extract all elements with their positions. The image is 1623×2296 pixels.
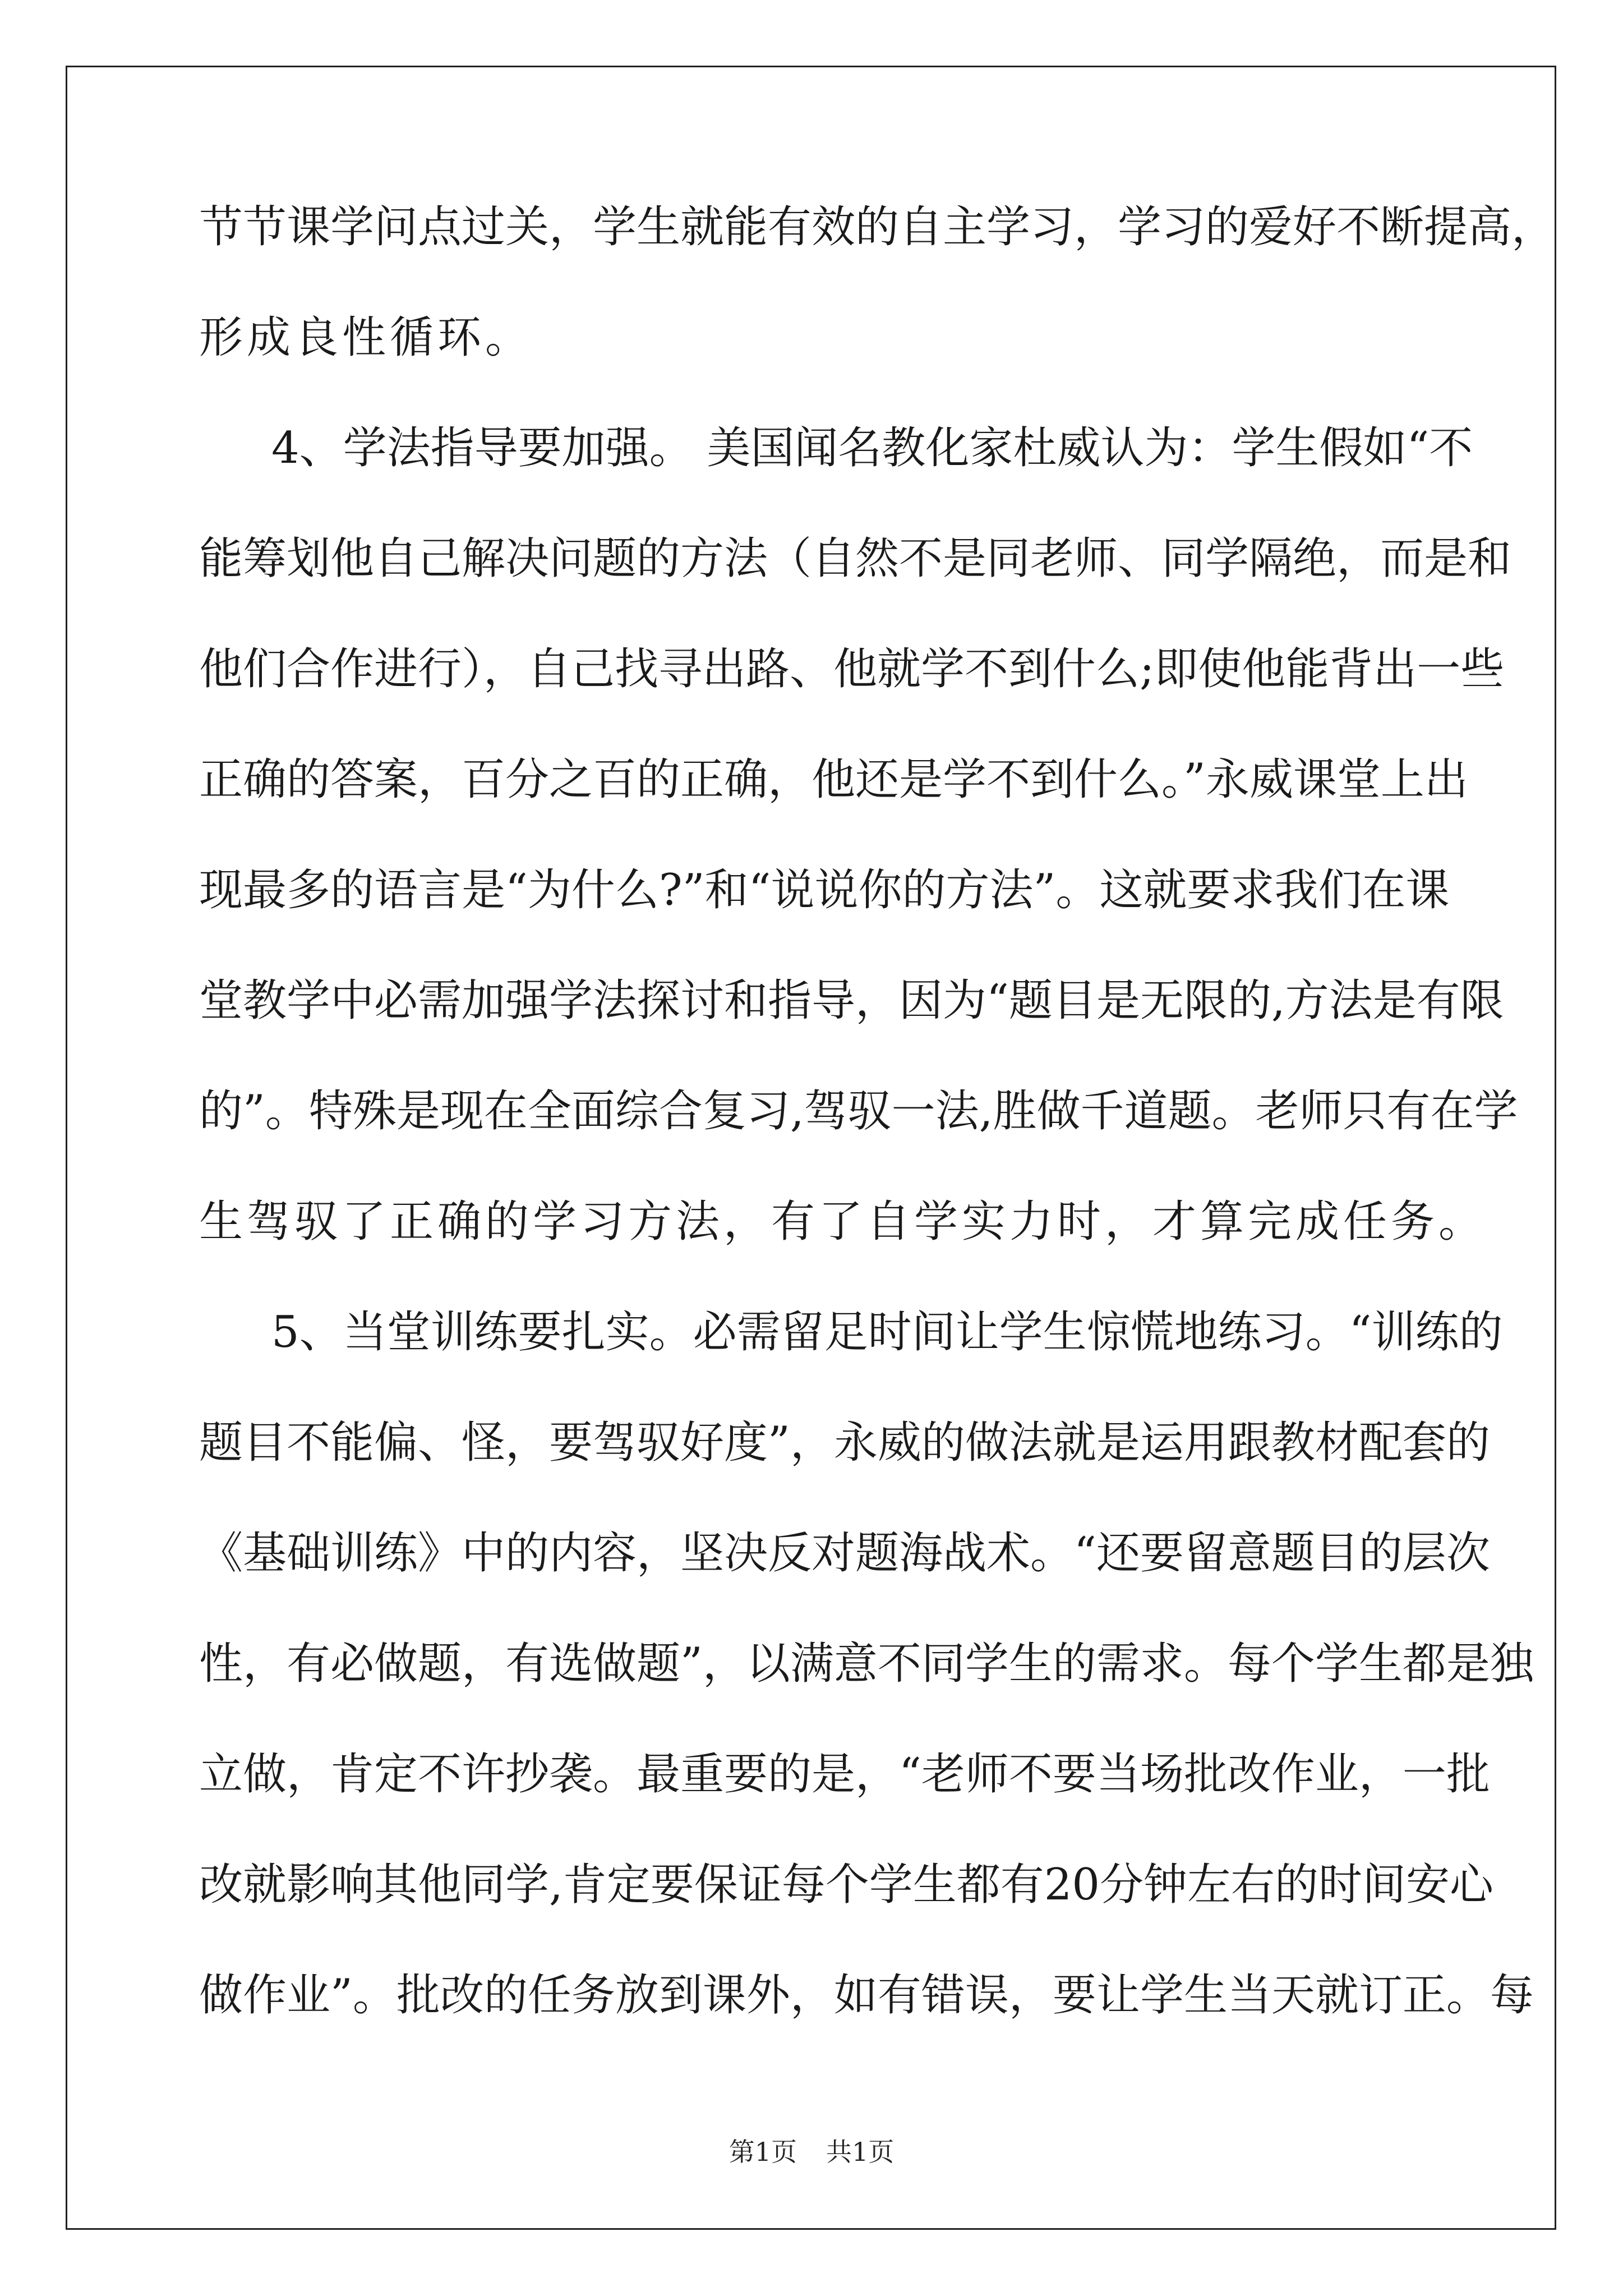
text-line-5: 他们合作进行），自己找寻出路、他就学不到什么;即使他能背出一些 (199, 644, 1505, 694)
text-line-12: 题目不能偏、怪，要驾驭好度”，永威的做法就是运用跟教材配套的 (199, 1418, 1490, 1468)
text-line-8: 堂教学中必需加强学法探讨和指导，因为“题目是无限的,方法是有限 (199, 976, 1504, 1026)
text-line-15: 立做，肯定不许抄袭。最重要的是，“老师不要当场批改作业，一批 (199, 1749, 1490, 1800)
page-footer (0, 2135, 1623, 2169)
text-line-7: 现最多的语言是“为什么?”和“说说你的方法”。这就要求我们在课 (199, 865, 1450, 915)
text-line-17: 做作业”。批改的任务放到课外，如有错误，要让学生当天就订正。每 (199, 1970, 1534, 2021)
text-line-13: 《基础训练》中的内容，坚决反对题海战术。“还要留意题目的层次 (199, 1528, 1490, 1579)
text-line-9: 的”。特殊是现在全面综合复习,驾驭一法,胜做千道题。老师只有在学 (199, 1086, 1518, 1137)
page-number: 第1页 (728, 2137, 797, 2167)
text-line-3: 4、学法指导要加强。 美国闻名教化家杜威认为：学生假如“不 (271, 423, 1473, 473)
text-line-1: 节节课学问点过关，学生就能有效的自主学习，学习的爱好不断提高， (199, 202, 1556, 252)
page-total: 共1页 (826, 2137, 895, 2167)
text-line-11: 5、当堂训练要扎实。必需留足时间让学生惊慌地练习。“训练的 (271, 1307, 1503, 1358)
text-line-2: 形成良性循环。 (199, 312, 533, 363)
text-line-16: 改就影响其他同学,肯定要保证每个学生都有20分钟左右的时间安心 (199, 1860, 1494, 1910)
text-line-6: 正确的答案，百分之百的正确，他还是学不到什么。”永威课堂上出 (199, 754, 1468, 805)
text-line-10: 生驾驭了正确的学习方法，有了自学实力时，才算完成任务。 (199, 1197, 1487, 1247)
text-line-14: 性，有必做题，有选做题”，以满意不同学生的需求。每个学生都是独 (199, 1639, 1534, 1689)
text-line-4: 能筹划他自己解决问题的方法（自然不是同老师、同学隔绝，而是和 (199, 533, 1512, 584)
